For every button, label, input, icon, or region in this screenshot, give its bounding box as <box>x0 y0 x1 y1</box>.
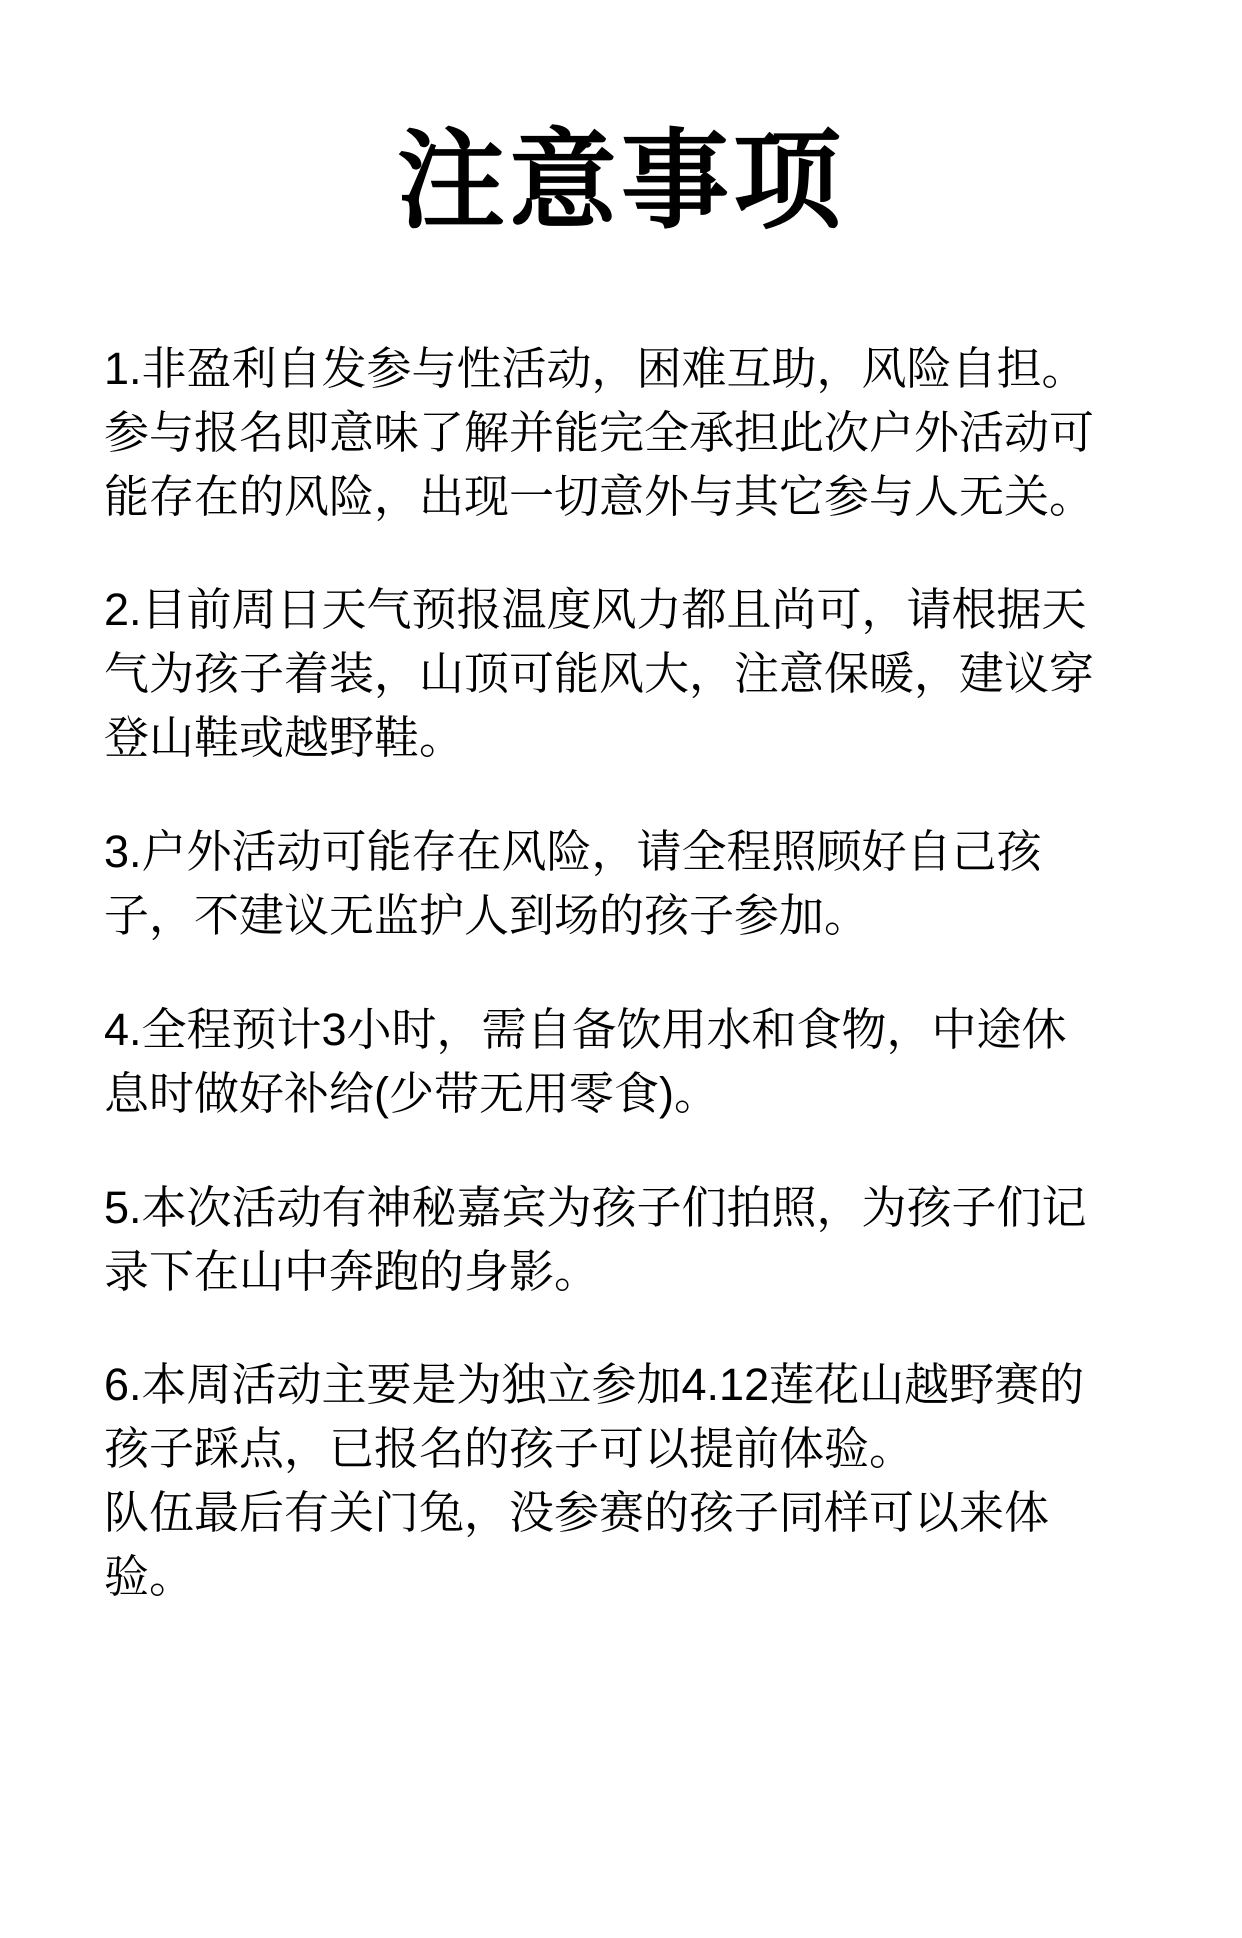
notice-item-2 <box>104 578 1138 770</box>
notice-item-5-line-2: 录下在山中奔跑的身影。 <box>104 1245 600 1297</box>
notice-item-6-line-4: 验。 <box>104 1551 195 1603</box>
notice-item-6-line-2: 孩子踩点，已报名的孩子可以提前体验。 <box>104 1423 915 1475</box>
notice-item-3 <box>104 820 1138 948</box>
notice-item-5-line-1: 5.本次活动有神秘嘉宾为孩子们拍照，为孩子们记 <box>104 1181 1087 1233</box>
notice-item-2-line-1: 2.目前周日天气预报温度风力都且尚可，请根据天 <box>104 584 1087 636</box>
notice-item-6 <box>104 1353 1138 1609</box>
notice-item-2-line-3: 登山鞋或越野鞋。 <box>104 712 465 764</box>
notice-item-2-line-2: 气为孩子着装，山顶可能风大，注意保暖，建议穿 <box>104 648 1095 700</box>
notice-item-4-line-2: 息时做好补给(少带无用零食)。 <box>104 1067 719 1119</box>
notice-item-1 <box>104 337 1138 529</box>
notice-item-1-line-2: 参与报名即意味了解并能完全承担此次户外活动可 <box>104 406 1095 458</box>
notice-item-6-line-3: 队伍最后有关门兔，没参赛的孩子同样可以来体 <box>104 1487 1050 1539</box>
notice-item-4-line-1: 4.全程预计3小时，需自备饮用水和食物，中途休 <box>104 1003 1067 1055</box>
notice-item-1-line-3: 能存在的风险，出现一切意外与其它参与人无关。 <box>104 470 1095 522</box>
notice-item-4 <box>104 998 1138 1126</box>
notice-item-1-line-1: 1.非盈利自发参与性活动，困难互助，风险自担。 <box>104 342 1087 394</box>
notice-item-3-line-2: 子，不建议无监护人到场的孩子参加。 <box>104 890 870 942</box>
notice-item-5 <box>104 1176 1138 1304</box>
notice-item-6-line-1: 6.本周活动主要是为独立参加4.12莲花山越野赛的 <box>104 1359 1085 1411</box>
notice-list <box>0 337 1242 1609</box>
page-title: 注意事项 <box>396 120 845 241</box>
notice-item-3-line-1: 3.户外活动可能存在风险，请全程照顾好自己孩 <box>104 826 1042 878</box>
